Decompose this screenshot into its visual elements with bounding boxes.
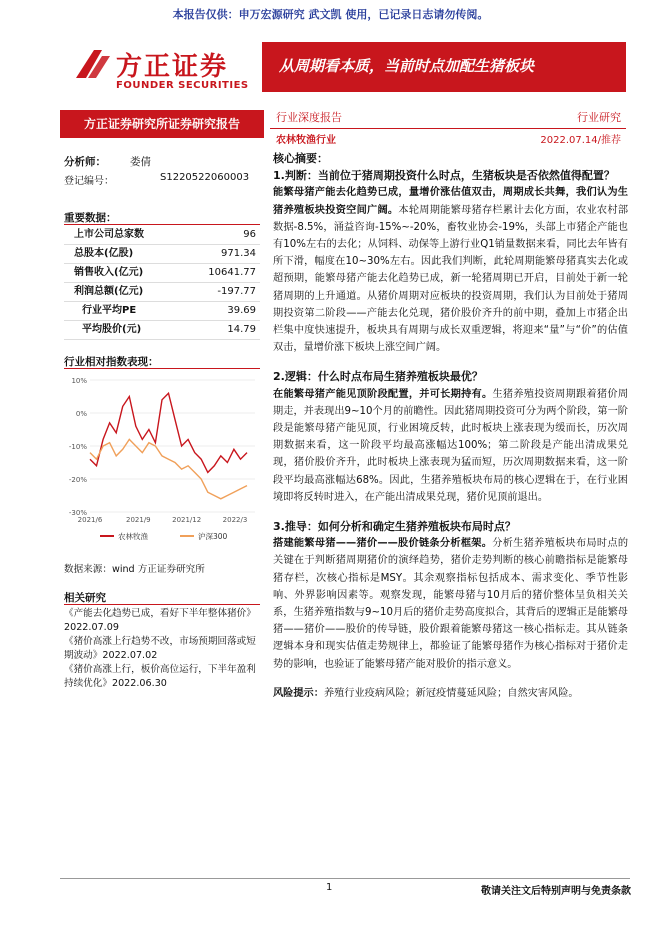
related-divider [64, 604, 260, 605]
section-1-paragraph: 能繁母猪产能去化趋势已成，量增价涨估值双击，周期成长共舞，我们认为生猪养殖板块投资空间广阔。本轮周期能繁母猪存栏累计去化方面，农业农村部数据-8.5%，涌益咨询-15%~-20%，畜牧业协会-19%，头部上市猪企产能也有10%左右的去化；从饲料、动保等上游行业Q1销量数据来看，同比去年皆有所下滑，幅度在10~30%左右。因此我们判断，此轮周期能繁母猪真实去化或超预期，能繁母猪产能去化趋势已成，新一轮猪周期已开启，目前处于新一轮猪周期的上升通道。从猪价周期对应板块的投资周期，我们认为目前处于猪周期投资第二阶段——产能去化兑现，猪价股价齐升的前中期，叠加上市猪企出栏集中度快速提升，板块具有周期与成长双重逻辑，将迎来“量”与“价”的估值双击，量增价涨下板块上涨空间广阔。 [273, 187, 629, 354]
related-title: 相关研究 [64, 592, 106, 604]
section-2-title: 2.逻辑：什么时点布局生猪养殖板块最优？ [273, 370, 483, 384]
chart-divider [64, 368, 260, 369]
section-3-title: 3.推导：如何分析和确定生猪养殖板块布局时点？ [273, 520, 516, 534]
key-data-row: 总股本(亿股) 971.34 [64, 245, 260, 264]
x-tick-label: 2021/6 [77, 516, 103, 524]
company-logo [72, 38, 252, 100]
related-item[interactable]: 《猪价高涨上行趋势不改，市场预期回落或短期波动》2022.07.02 [64, 636, 256, 661]
x-tick-label: 2022/3 [222, 516, 248, 524]
y-tick-label: -30% [68, 509, 87, 517]
date-rating: 2022.07.14/推荐 [540, 135, 621, 146]
key-data-row: 平均股价(元) 14.79 [64, 321, 260, 340]
watermark: 本报告仅供：申万宏源研究 武文凯 使用，已记录日志请勿传阅。 [172, 8, 489, 21]
industry-label: 农林牧渔行业 [276, 135, 336, 146]
y-tick-label: 10% [71, 377, 87, 385]
header-divider [270, 128, 626, 129]
y-tick-label: -20% [68, 476, 87, 484]
legend-label: 沪深300 [198, 532, 228, 541]
legend-label: 农林牧渔 [118, 532, 148, 541]
analyst-name: 娄倩 [130, 156, 151, 168]
summary-section [273, 150, 628, 702]
analyst-label: 分析师： [64, 156, 106, 168]
section-1-title: 1.判断：当前位于猪周期投资什么时点，生猪板块是否依然值得配置？ [273, 169, 615, 183]
logo-text-en: FOUNDER SECURITIES [116, 80, 249, 91]
relative-index-chart [60, 372, 260, 552]
footer-disclaimer[interactable]: 敬请关注文后特别声明与免责条款 [481, 886, 631, 897]
key-data-title: 重要数据： [64, 212, 117, 224]
summary-label: 核心摘要： [273, 152, 328, 165]
risk-note: 风险提示：养殖行业疫病风险；新冠疫情蔓延风险；自然灾害风险。 [273, 687, 579, 699]
key-data-row: 销售收入(亿元) 10641.77 [64, 264, 260, 283]
reg-label: 登记编号： [64, 176, 114, 187]
section-2-paragraph: 在能繁母猪产能见顶阶段配置，并可长期持有。生猪养殖投资周期跟着猪价周期走，并表现出9~10个月的前瞻性。因此猪周期投资可分为两个阶段，第一阶段是能繁母猪产能见顶，行业困境反转，此时板块上涨表现为缓而长，历次周期数据来看，这一阶段平均最高涨幅达100%；第二阶段是产能出清成果兑现，猪价股价齐升，此时板块上涨表现为猛而短，历次周期数据来看，这一阶段平均最高涨幅达68%。因此，生猪养殖板块布局的核心逻辑在于，在行业困境即将反转时进入，在产能出清成果兑现，猪价见顶前退出。 [273, 388, 629, 503]
page-number: 1 [326, 882, 333, 893]
x-tick-label: 2021/12 [172, 516, 202, 524]
series-line-1 [90, 393, 247, 472]
report-type: 行业深度报告 [276, 111, 342, 124]
logo-text-cn: 方正证券 [116, 52, 229, 82]
footer-divider [60, 878, 630, 879]
reg-number: S1220522060003 [160, 172, 250, 183]
key-data-row: 上市公司总家数 96 [64, 226, 260, 245]
y-tick-label: -10% [68, 443, 87, 451]
related-item[interactable]: 《产能去化趋势已成，看好下半年整体猪价》2022.07.09 [64, 608, 256, 633]
key-data-row: 利润总额(亿元) -197.77 [64, 283, 260, 302]
related-item[interactable]: 《猪价高涨上行，板价高位运行，下半年盈利持续优化》2022.06.30 [64, 664, 256, 689]
chart-title: 行业相对指数表现： [64, 356, 159, 368]
report-category: 行业研究 [577, 111, 621, 124]
data-source: 数据来源：wind 方正证券研究所 [64, 564, 205, 575]
y-tick-label: 0% [75, 410, 87, 418]
report-title: 从周期看本质，当前时点加配生猪板块 [279, 57, 535, 75]
section-3-paragraph: 搭建能繁母猪——猪价——股价链条分析框架。分析生猪养殖板块布局时点的关键在于判断猪周期猪价的演绎趋势，猪价走势判断的核心前瞻指标是能繁母猪存栏，次核心指标是MSY。其余观察指标包括成本、需求变化、季节性影响、外界影响因素等。观察发现，能繁母猪与10月后的猪价整体呈负相关关系，生猪养殖指数与9~10月后的猪价走势高度拟合，其背后的逻辑正是能繁母猪——猪价——股价的传导链，股价跟着能繁母猪这一核心指标走。其从链条逻辑本身和现实估值走势规律上，都验证了能繁母猪作为核心指标对于猪价走势的影响，也验证了能繁母猪产能对股价的指示意义。 [273, 538, 629, 670]
series-line-2 [90, 439, 247, 498]
key-data-row: 行业平均PE 39.69 [64, 302, 260, 321]
key-data-divider [64, 224, 260, 225]
x-tick-label: 2021/9 [126, 516, 151, 524]
sidebar-header: 方正证券研究所证券研究报告 [60, 110, 264, 138]
